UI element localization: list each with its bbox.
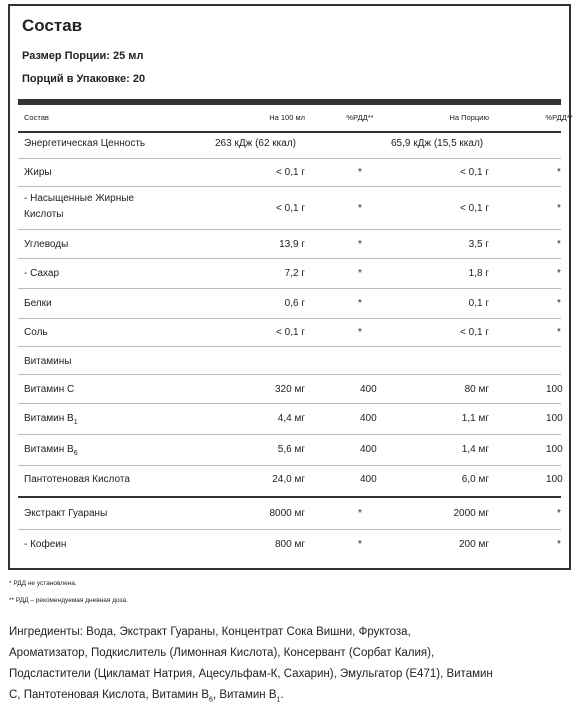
row-name: Пантотеновая Кислота xyxy=(24,474,130,485)
row-per100: 5,6 мг xyxy=(277,444,305,455)
ingredients-text xyxy=(9,622,574,710)
panel-title: Состав xyxy=(22,16,83,35)
row-per-serving: 2000 мг xyxy=(453,508,489,519)
row-rda1: * xyxy=(358,239,362,250)
row-rda2: * xyxy=(557,539,561,550)
row-rda2: 100 xyxy=(546,444,563,455)
row-rda1: * xyxy=(358,327,362,338)
row-name: Энергетическая Ценность xyxy=(24,138,146,149)
row-name: Белки xyxy=(24,298,52,309)
row-divider xyxy=(18,186,561,187)
row-name: - Кофеин xyxy=(24,539,67,550)
row-per100: < 0,1 г xyxy=(276,327,305,338)
row-per-serving: 3,5 г xyxy=(468,239,489,250)
row-rda1: * xyxy=(358,508,362,519)
row-rda2: 100 xyxy=(546,384,563,395)
row-rda1: * xyxy=(358,298,362,309)
row-name: Экстракт Гуараны xyxy=(24,508,108,519)
row-per-serving: 0,1 г xyxy=(468,298,489,309)
row-per100: < 0,1 г xyxy=(276,167,305,178)
row-rda2: * xyxy=(557,203,561,214)
ingredients-line: Ароматизатор, Подкислитель (Лимонная Кислота), Консервант (Сорбат Калия), xyxy=(9,647,435,659)
row-per100: 800 мг xyxy=(275,539,305,550)
row-divider xyxy=(18,229,561,230)
row-per-serving: 1,1 мг xyxy=(461,413,489,424)
row-rda1: 400 xyxy=(360,474,377,485)
row-divider xyxy=(18,258,561,259)
row-per100: 263 кДж (62 ккал) xyxy=(215,138,297,149)
row-per100: < 0,1 г xyxy=(276,203,305,214)
ingredients-line: Ингредиенты: Вода, Экстракт Гуараны, Концентрат Сока Вишни, Фруктоза, xyxy=(9,626,411,638)
row-name: - Насыщенные Жирные xyxy=(24,193,134,204)
header-name: Состав xyxy=(24,113,49,122)
row-name: Жиры xyxy=(24,167,52,178)
header-rda1: %РДД** xyxy=(346,113,374,122)
footnote-rda-not-set: * РДД не установлена. xyxy=(9,580,77,587)
row-name: - Сахар xyxy=(24,268,60,279)
row-rda2: 100 xyxy=(546,413,563,424)
row-per100: 13,9 г xyxy=(279,239,305,250)
row-divider xyxy=(18,288,561,289)
row-rda1: * xyxy=(358,203,362,214)
row-per-serving: < 0,1 г xyxy=(460,327,489,338)
row-per-serving: 1,4 мг xyxy=(461,444,489,455)
row-rda2: * xyxy=(557,239,561,250)
row-rda2: * xyxy=(557,268,561,279)
row-per-serving: 65,9 кДж (15,5 ккал) xyxy=(391,138,484,149)
row-per100: 320 мг xyxy=(275,384,305,395)
row-per-serving: 6,0 мг xyxy=(461,474,489,485)
row-rda1: * xyxy=(358,268,362,279)
row-per100: 4,4 мг xyxy=(277,413,305,424)
row-rda1: 400 xyxy=(360,413,377,424)
ingredients-line: Подсластители (Цикламат Натрия, Ацесульфам-К, Сахарин), Эмульгатор (Е471), Витамин xyxy=(9,668,493,680)
row-per-serving: 200 мг xyxy=(459,539,489,550)
serving-size: Размер Порции: 25 мл xyxy=(22,50,144,62)
row-per100: 8000 мг xyxy=(269,508,305,519)
header-rda2: %РДД** xyxy=(545,113,573,122)
row-divider xyxy=(18,434,561,435)
footnote-rda-definition: ** РДД – рекомендуемая дневная доза. xyxy=(9,597,128,604)
header-divider xyxy=(18,131,561,133)
row-per100: 0,6 г xyxy=(284,298,305,309)
header-per100: На 100 мл xyxy=(269,113,305,122)
row-divider xyxy=(18,158,561,159)
row-divider xyxy=(18,403,561,404)
row-name: Витамин С xyxy=(24,384,75,395)
nutrition-panel xyxy=(8,4,571,570)
row-name: Витамин $В_1$ xyxy=(24,413,78,426)
row-rda2: 100 xyxy=(546,474,563,485)
servings-per-pack: Порций в Упаковке: 20 xyxy=(22,73,146,85)
row-rda2: * xyxy=(557,167,561,178)
thick-divider xyxy=(18,99,561,105)
row-divider xyxy=(18,529,561,530)
row-rda2: * xyxy=(557,298,561,309)
row-per-serving: 1,8 г xyxy=(468,268,489,279)
row-per100: 24,0 мг xyxy=(272,474,305,485)
row-divider xyxy=(18,374,561,375)
header-per-serving: На Порцию xyxy=(449,113,489,122)
row-rda2: * xyxy=(557,508,561,519)
row-rda2: * xyxy=(557,327,561,338)
row-divider xyxy=(18,318,561,319)
row-name: Углеводы xyxy=(24,239,69,250)
row-divider xyxy=(18,465,561,466)
row-rda1: 400 xyxy=(360,444,377,455)
row-per-serving: < 0,1 г xyxy=(460,167,489,178)
row-per100: 7,2 г xyxy=(284,268,305,279)
row-name: Витамин $В_6$ xyxy=(24,444,78,457)
row-name-line2: Кислоты xyxy=(24,209,64,220)
row-rda1: * xyxy=(358,167,362,178)
row-rda1: * xyxy=(358,539,362,550)
row-divider xyxy=(18,346,561,347)
row-name: Витамины xyxy=(24,356,72,367)
section-divider xyxy=(18,496,561,498)
row-per-serving: < 0,1 г xyxy=(460,203,489,214)
row-per-serving: 80 мг xyxy=(464,384,489,395)
row-rda1: 400 xyxy=(360,384,377,395)
row-name: Соль xyxy=(24,327,48,338)
ingredients-line: С, Пантотеновая Кислота, Витамин $В_6$, Витамин $В_1$. xyxy=(9,689,284,704)
